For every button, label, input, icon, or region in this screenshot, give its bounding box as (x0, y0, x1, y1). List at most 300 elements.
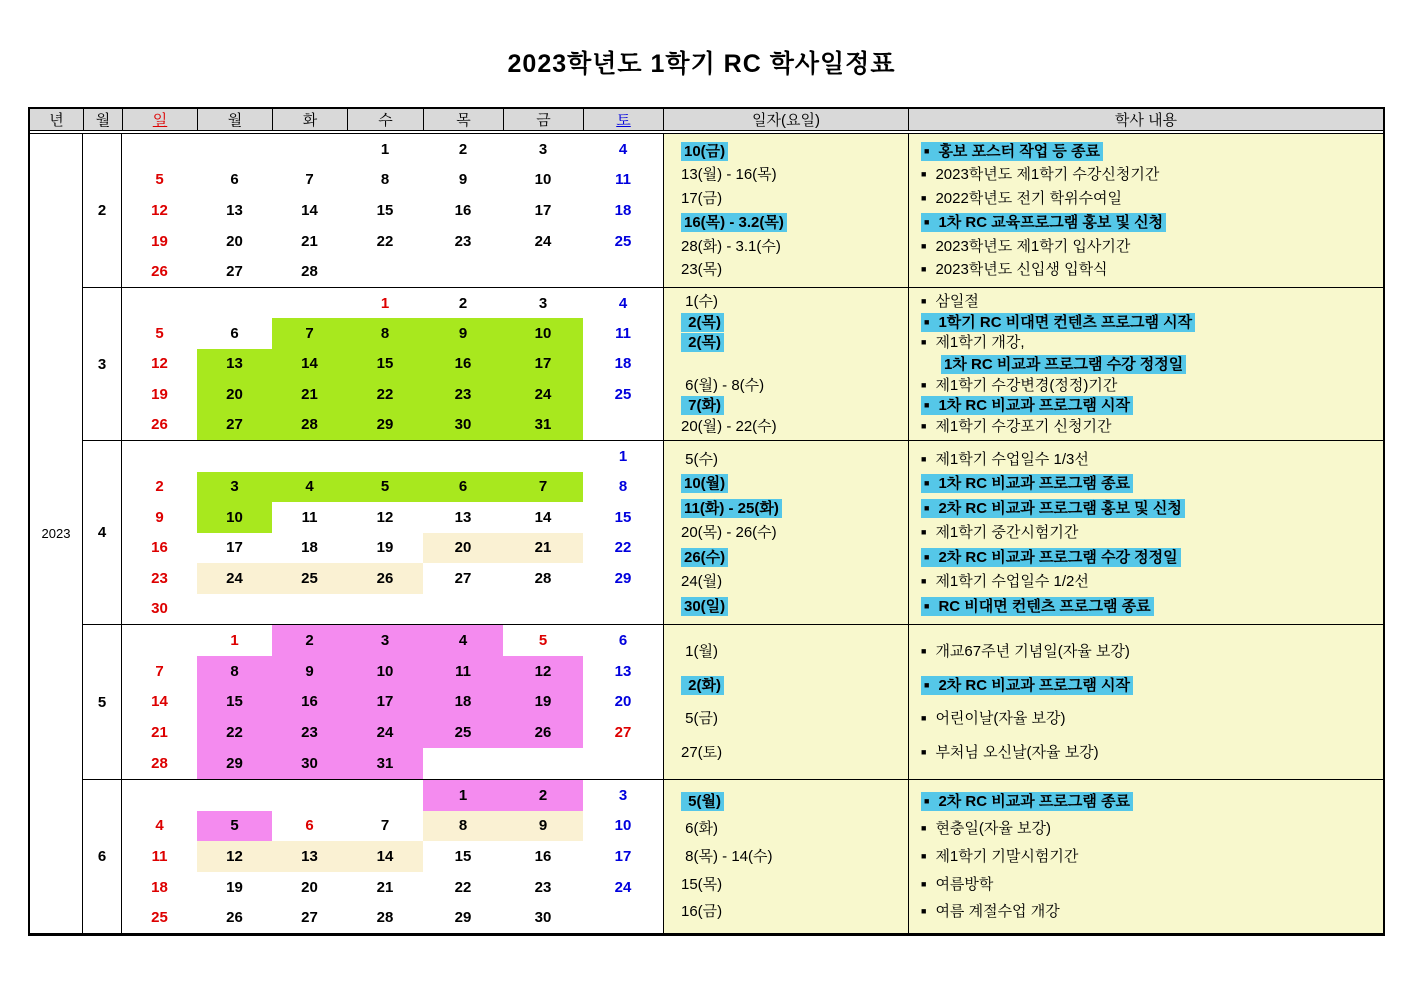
day-cell: 27 (614, 724, 632, 742)
day-cell: 12 (376, 508, 394, 526)
day-cell: 1 (380, 294, 390, 312)
event-date-text: 26(수) (681, 548, 728, 567)
event-text-span: ■ 2차 RC 비교과 프로그램 수강 정정일 (921, 548, 1181, 567)
day-cell: 16 (454, 201, 472, 219)
event-date-text: 27(토) (681, 743, 723, 761)
event-text-span: ■ 제1학기 수업일수 1/3선 (921, 450, 1089, 468)
event-date (664, 676, 908, 695)
bullet-icon: ■ (924, 679, 930, 690)
day-cell: 13 (197, 349, 272, 379)
bullet-icon: ■ (921, 296, 927, 307)
bullet-icon: ■ (924, 216, 930, 227)
bullet-icon: ■ (921, 713, 927, 724)
day-cell (122, 134, 197, 165)
month-label: 3 (83, 288, 122, 440)
day-cell (583, 410, 663, 440)
calendar-grid (122, 780, 663, 933)
event-text (921, 213, 1383, 232)
event-row (664, 523, 1383, 542)
event-date (664, 376, 908, 395)
day-cell: 13 (614, 662, 632, 680)
day-cell: 7 (272, 318, 347, 348)
event-content (908, 450, 1383, 469)
event-text-span: ■ 1차 RC 교육프로그램 홍보 및 신청 (921, 213, 1166, 232)
event-content (908, 642, 1383, 661)
day-cell: 15 (376, 201, 394, 219)
day-cell: 6 (305, 817, 314, 835)
day-cell: 8 (618, 478, 628, 496)
event-content (908, 597, 1383, 616)
event-date (664, 313, 908, 332)
event-date (664, 523, 908, 542)
day-cell (503, 594, 583, 625)
event-content (908, 572, 1383, 591)
day-cell: 20 (423, 533, 503, 564)
month-label: 6 (83, 780, 122, 933)
event-text (921, 417, 1383, 436)
day-cell: 19 (503, 687, 583, 718)
event-date (664, 875, 908, 894)
day-cell: 19 (151, 385, 168, 403)
event-date (664, 709, 908, 728)
day-cell (503, 441, 583, 472)
event-text (921, 313, 1383, 332)
day-cell: 31 (503, 410, 583, 440)
event-content (908, 142, 1383, 161)
event-row (664, 292, 1383, 311)
day-cell: 24 (197, 563, 272, 594)
day-cell: 19 (376, 539, 394, 557)
day-cell: 29 (454, 909, 472, 927)
day-cell (197, 594, 272, 625)
day-cell: 30 (423, 410, 503, 440)
day-cell: 23 (272, 717, 347, 748)
day-cell: 27 (301, 909, 318, 927)
event-row (664, 450, 1383, 469)
event-date-text: 16(금) (681, 903, 723, 921)
event-row (664, 474, 1383, 493)
event-date-text: 7(화) (681, 396, 724, 415)
bullet-icon: ■ (921, 646, 927, 657)
event-text (921, 499, 1383, 518)
day-cell (583, 256, 663, 287)
day-cell: 1 (230, 631, 239, 649)
day-cell: 26 (226, 909, 243, 927)
month-label: 2 (83, 134, 122, 287)
event-date-text: 10(월) (681, 474, 728, 493)
bullet-icon: ■ (924, 551, 930, 562)
day-cell: 18 (151, 878, 168, 896)
event-text-span: ■ 제1학기 수강변경(정정)기간 (921, 376, 1118, 394)
day-cell: 6 (423, 472, 503, 503)
event-text-span: ■ 홍보 포스터 작업 등 종료 (921, 142, 1103, 161)
column-divider (908, 625, 909, 779)
day-cell: 23 (534, 878, 552, 896)
event-content (908, 847, 1383, 866)
day-cell (122, 441, 197, 472)
event-date (664, 902, 908, 921)
day-cell (272, 288, 347, 318)
event-text (921, 847, 1383, 866)
day-cell: 28 (272, 410, 347, 440)
table-body (30, 134, 1383, 933)
day-cell: 20 (197, 379, 272, 409)
event-text (921, 450, 1383, 469)
day-cell (347, 441, 423, 472)
event-date (664, 165, 908, 184)
event-text (921, 902, 1383, 921)
event-content (908, 792, 1383, 811)
day-cell: 4 (423, 625, 503, 656)
day-cell: 11 (301, 508, 318, 526)
event-content (908, 523, 1383, 542)
month-section (83, 779, 1383, 933)
day-cell: 2 (458, 140, 468, 158)
event-line2-span: 1차 RC 비교과 프로그램 수강 정정일 (941, 355, 1186, 374)
day-cell: 24 (614, 878, 632, 896)
month-events (663, 625, 1383, 779)
day-cell: 26 (347, 563, 423, 594)
day-cell: 1 (380, 140, 390, 158)
event-content (908, 709, 1383, 728)
day-cell: 6 (230, 325, 239, 343)
day-cell: 7 (305, 171, 314, 189)
event-row (664, 792, 1383, 811)
event-row (664, 165, 1383, 184)
day-cell: 5 (347, 472, 423, 503)
day-cell: 22 (347, 379, 423, 409)
day-cell: 21 (301, 232, 318, 250)
day-cell: 25 (423, 717, 503, 748)
bullet-icon: ■ (921, 576, 927, 586)
event-text-span: ■ 2023학년도 제1학기 수강신청기간 (921, 166, 1160, 184)
event-date (664, 333, 908, 352)
column-divider (908, 288, 909, 440)
day-cell: 11 (423, 656, 503, 687)
academic-calendar-table (28, 107, 1385, 936)
event-row (664, 499, 1383, 518)
day-cell: 12 (503, 656, 583, 687)
day-cell: 6 (230, 171, 239, 189)
day-cell: 25 (151, 909, 168, 927)
day-cell: 11 (615, 325, 631, 343)
day-cell: 7 (380, 817, 390, 835)
day-cell: 27 (197, 410, 272, 440)
event-text-span: ■ 삼일절 (921, 293, 979, 311)
day-cell: 17 (226, 539, 243, 557)
day-cell: 20 (301, 878, 318, 896)
event-row (664, 260, 1383, 279)
day-cell: 2 (503, 780, 583, 811)
event-row (664, 313, 1383, 332)
event-text (921, 376, 1383, 395)
event-date-text: 5(수) (681, 450, 718, 468)
day-cell: 22 (197, 717, 272, 748)
year-label: 2023 (30, 134, 83, 933)
event-content (908, 548, 1383, 567)
day-cell (272, 134, 347, 165)
event-date-text: 2(화) (681, 676, 724, 695)
day-cell: 28 (376, 909, 394, 927)
bullet-icon: ■ (921, 193, 927, 204)
day-cell: 27 (226, 263, 243, 281)
event-content (908, 376, 1383, 395)
day-cell: 23 (423, 379, 503, 409)
column-header-month: 월 (83, 109, 122, 130)
month-label: 4 (83, 441, 122, 624)
day-cell: 14 (272, 349, 347, 379)
month-events (663, 288, 1383, 440)
day-cell: 9 (272, 656, 347, 687)
day-cell: 9 (423, 318, 503, 348)
event-text (921, 548, 1383, 567)
event-date (664, 499, 908, 518)
day-cell: 16 (534, 847, 552, 865)
event-row (664, 237, 1383, 256)
day-cell: 4 (618, 140, 628, 158)
column-divider (908, 134, 909, 287)
day-cell: 2 (155, 478, 164, 496)
event-row (664, 709, 1383, 728)
event-date (664, 743, 908, 762)
event-date-text: 5(월) (681, 792, 724, 811)
event-text (921, 792, 1383, 811)
column-header-content: 학사 내용 (908, 109, 1383, 130)
day-cell: 28 (301, 263, 318, 281)
bullet-icon: ■ (924, 478, 930, 488)
day-cell: 29 (614, 569, 632, 587)
bullet-icon: ■ (921, 420, 927, 431)
event-date (664, 450, 908, 469)
event-text-span: ■ 제1학기 기말시험기간 (921, 847, 1079, 865)
day-cell: 28 (151, 755, 168, 773)
day-cell: 16 (151, 539, 168, 557)
day-cell: 22 (454, 878, 472, 896)
event-content (908, 292, 1383, 311)
event-text (921, 165, 1383, 184)
day-cell: 12 (197, 841, 272, 872)
event-content (908, 189, 1383, 208)
calendar-grid (122, 134, 663, 287)
day-cell: 17 (534, 201, 552, 219)
event-text (921, 292, 1383, 311)
day-cell (197, 441, 272, 472)
event-date-text: 2(목) (681, 333, 724, 352)
event-date (664, 597, 908, 616)
day-cell: 26 (151, 416, 168, 434)
month-section (83, 624, 1383, 779)
column-header-sat: 토 (583, 109, 663, 130)
day-cell: 30 (534, 909, 552, 927)
event-date (664, 237, 908, 256)
month-section (83, 134, 1383, 287)
event-row (664, 572, 1383, 591)
event-content (908, 396, 1383, 415)
day-cell: 9 (503, 811, 583, 842)
event-row (664, 902, 1383, 921)
event-text-span: ■ 여름 계절수업 개강 (921, 903, 1060, 921)
day-cell: 29 (347, 410, 423, 440)
day-cell: 24 (347, 717, 423, 748)
event-text (921, 260, 1383, 279)
event-text (921, 474, 1383, 493)
day-cell (197, 288, 272, 318)
day-cell (197, 134, 272, 165)
event-date-text: 2(목) (681, 313, 724, 332)
event-text-span: ■ 어린이날(자율 보강) (921, 710, 1066, 728)
event-date-text: 13(월) - 16(목) (681, 166, 777, 184)
event-row (664, 597, 1383, 616)
day-cell: 15 (454, 847, 472, 865)
day-cell: 24 (503, 379, 583, 409)
event-text (921, 642, 1383, 661)
event-date-text: 8(목) - 14(수) (681, 847, 773, 865)
event-date-text: 15(목) (681, 875, 723, 893)
event-row (664, 376, 1383, 395)
page-title: 2023학년도 1학기 RC 학사일정표 (507, 50, 896, 78)
bullet-icon: ■ (921, 850, 927, 861)
month-section (83, 440, 1383, 624)
day-cell: 4 (155, 817, 164, 835)
day-cell (503, 748, 583, 779)
event-row (664, 847, 1383, 866)
day-cell: 5 (538, 631, 548, 649)
day-cell: 16 (272, 687, 347, 718)
event-date-text: 20(목) - 26(수) (681, 524, 777, 541)
bullet-icon: ■ (924, 400, 930, 411)
event-date (664, 260, 908, 279)
day-cell: 23 (151, 569, 168, 587)
day-cell: 17 (347, 687, 423, 718)
event-date (664, 213, 908, 232)
day-cell: 10 (614, 817, 632, 835)
day-cell: 13 (272, 841, 347, 872)
day-cell: 8 (197, 656, 272, 687)
day-cell: 22 (376, 232, 394, 250)
day-cell: 27 (454, 569, 472, 587)
event-date (664, 396, 908, 415)
event-date-text: 16(목) - 3.2(목) (681, 213, 787, 232)
day-cell (423, 594, 503, 625)
event-text (921, 189, 1383, 208)
event-text (921, 523, 1383, 542)
day-cell: 3 (347, 625, 423, 656)
event-date (664, 792, 908, 811)
months-stack (83, 134, 1383, 933)
event-text (921, 572, 1383, 591)
event-text (921, 333, 1383, 352)
calendar-grid (122, 288, 663, 440)
day-cell: 8 (380, 171, 390, 189)
day-cell: 18 (423, 687, 503, 718)
event-text-span: ■ 여름방학 (921, 875, 994, 893)
event-content (908, 743, 1383, 762)
day-cell: 21 (272, 379, 347, 409)
event-content (908, 417, 1383, 436)
day-cell (583, 748, 663, 779)
day-cell: 16 (423, 349, 503, 379)
day-cell: 21 (376, 878, 394, 896)
event-row (664, 417, 1383, 436)
bullet-icon: ■ (921, 878, 927, 889)
event-text (921, 819, 1383, 838)
event-date (664, 548, 908, 567)
column-header-fri: 금 (503, 109, 583, 130)
day-cell: 20 (226, 232, 243, 250)
bullet-icon: ■ (924, 795, 930, 806)
event-text (921, 743, 1383, 762)
event-row (664, 743, 1383, 762)
event-date-text: 1(월) (681, 643, 718, 661)
event-content (908, 313, 1383, 332)
event-text-span: ■ RC 비대면 컨텐츠 프로그램 종료 (921, 597, 1154, 616)
day-cell: 30 (151, 600, 168, 618)
event-text-span: ■ 제1학기 중간시험기간 (921, 524, 1079, 541)
day-cell: 10 (534, 171, 552, 189)
day-cell: 9 (458, 171, 468, 189)
day-cell: 5 (197, 811, 272, 842)
day-cell (423, 441, 503, 472)
event-text (921, 237, 1383, 256)
day-cell: 29 (197, 748, 272, 779)
day-cell: 6 (618, 631, 628, 649)
event-text-span: ■ 2023학년도 제1학기 입사기간 (921, 237, 1131, 255)
event-content (908, 213, 1383, 232)
bullet-icon: ■ (921, 264, 927, 275)
event-row (664, 142, 1383, 161)
event-date-text: 11(화) - 25(화) (681, 499, 782, 518)
day-cell: 21 (151, 724, 168, 742)
day-cell: 17 (503, 349, 583, 379)
event-date-text: 17(금) (681, 190, 723, 208)
day-cell (122, 780, 197, 811)
event-text (921, 875, 1383, 894)
day-cell (423, 748, 503, 779)
day-cell: 18 (301, 539, 318, 557)
event-date (664, 847, 908, 866)
event-date (664, 292, 908, 311)
event-text-span: ■ 부처님 오신날(자율 보강) (921, 743, 1099, 761)
day-cell: 14 (301, 201, 318, 219)
event-text-span: ■ 제1학기 개강, (921, 334, 1025, 352)
day-cell: 8 (347, 318, 423, 348)
day-cell: 5 (155, 325, 164, 343)
event-content (908, 260, 1383, 279)
column-header-sun: 일 (122, 109, 197, 130)
bullet-icon: ■ (921, 240, 927, 251)
day-cell: 14 (534, 508, 552, 526)
day-cell: 11 (151, 847, 168, 865)
day-cell: 1 (423, 780, 503, 811)
day-cell: 7 (155, 662, 164, 680)
event-date-text: 5(금) (681, 710, 718, 728)
event-date-text: 1(수) (681, 293, 718, 311)
column-divider (908, 780, 909, 933)
event-content (908, 676, 1383, 695)
month-events (663, 441, 1383, 624)
day-cell: 25 (614, 385, 632, 403)
day-cell (122, 625, 197, 656)
day-cell: 3 (197, 472, 272, 503)
event-text-span: ■ 1학기 RC 비대면 컨텐츠 프로그램 시작 (921, 313, 1195, 332)
event-text (921, 676, 1383, 695)
day-cell: 17 (614, 847, 632, 865)
event-text-span: ■ 제1학기 수강포기 신청기간 (921, 417, 1112, 435)
day-cell: 12 (151, 355, 168, 373)
event-text-span: ■ 1차 RC 비교과 프로그램 시작 (921, 396, 1133, 415)
day-cell (347, 256, 423, 287)
month-label: 5 (83, 625, 122, 779)
